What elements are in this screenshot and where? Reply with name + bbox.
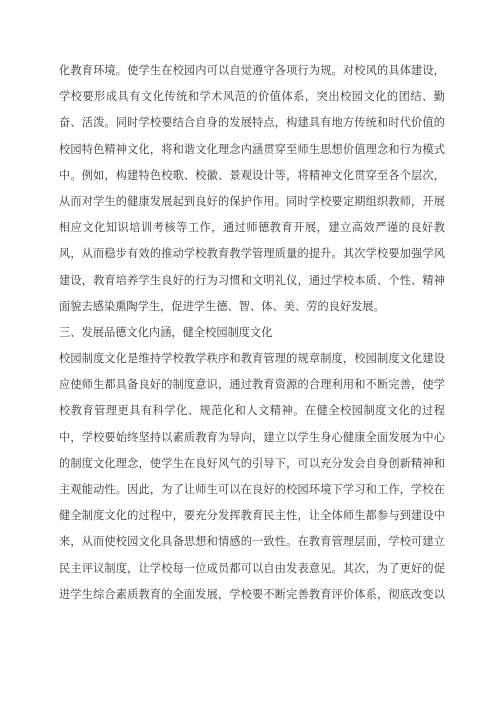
text-line: 学校要形成具有文化传统和学术风范的价值体系，突出校园文化的团结、勤 xyxy=(59,90,445,104)
text-line: 校教育管理更具有科学化、规范化和人文精神。在健全校园制度文化的过程 xyxy=(59,404,445,418)
text-line: 的制度文化理念，使学生在良好风气的引导下，可以充分发会自身创新精神和 xyxy=(59,456,445,470)
text-line: 主观能动性。因此，为了让师生可以在良好的校园环境下学习和工作，学校在 xyxy=(59,483,445,496)
text-line: 来，从而使校园文化具备思想和情感的一致性。在教育管理层面，学校可建立 xyxy=(59,535,445,549)
text-line: 民主评议制度，让学校每一位成员都可以自由发表意见。其次，为了更好的促 xyxy=(59,561,445,575)
paragraph-1 xyxy=(59,58,445,320)
text-line: 相应文化知识培训考核等工作，通过师德教育开展，建立高效严谨的良好教 xyxy=(59,221,445,235)
section-heading: 三、发展品德文化内涵，健全校园制度文化 xyxy=(59,325,273,339)
text-line: 健全制度文化的过程中，要充分发挥教育民主性，让全体师生都参与到建设中 xyxy=(59,509,445,523)
text-line: 从而对学生的健康发展起到良好的保护作用。同时学校要定期组织教师，开展 xyxy=(59,194,445,208)
text-line: 校园制度文化是维持学校教学秩序和教育管理的规章制度，校园制度文化建设 xyxy=(59,352,445,366)
text-line: 进学生综合素质教育的全面发展，学校要不断完善教育评价体系，彻底改变以 xyxy=(59,587,445,601)
text-line: 化教育环境。使学生在校园内可以自觉遵守各项行为规。对校风的具体建设， xyxy=(59,64,445,77)
paragraph-2 xyxy=(59,346,445,608)
text-line: 风，从而稳步有效的推动学校教育教学管理质量的提升。其次学校要加强学风 xyxy=(59,247,445,261)
text-line: 应使师生都具备良好的制度意识，通过教育资源的合理利用和不断完善，使学 xyxy=(59,378,445,392)
text-line: 建设，教育培养学生良好的行为习惯和文明礼仪，通过学校本质、个性、精神 xyxy=(59,273,445,287)
text-line: 面貌去感染熏陶学生，促进学生德、智、体、美、劳的良好发展。 xyxy=(59,299,385,313)
text-line: 校园特色精神文化，将和谐文化理念内涵贯穿至师生思想价值理念和行为模式 xyxy=(59,142,445,156)
text-line: 中。例如，构建特色校歌、校徽、景观设计等，将精神文化贯穿至各个层次， xyxy=(59,168,445,182)
text-line: 中，学校要始终坚持以素质教育为导向，建立以学生身心健康全面发展为中心 xyxy=(59,430,445,444)
text-line: 奋、活泼。同时学校要结合自身的发展特点，构建具有地方传统和时代价值的 xyxy=(59,116,445,130)
